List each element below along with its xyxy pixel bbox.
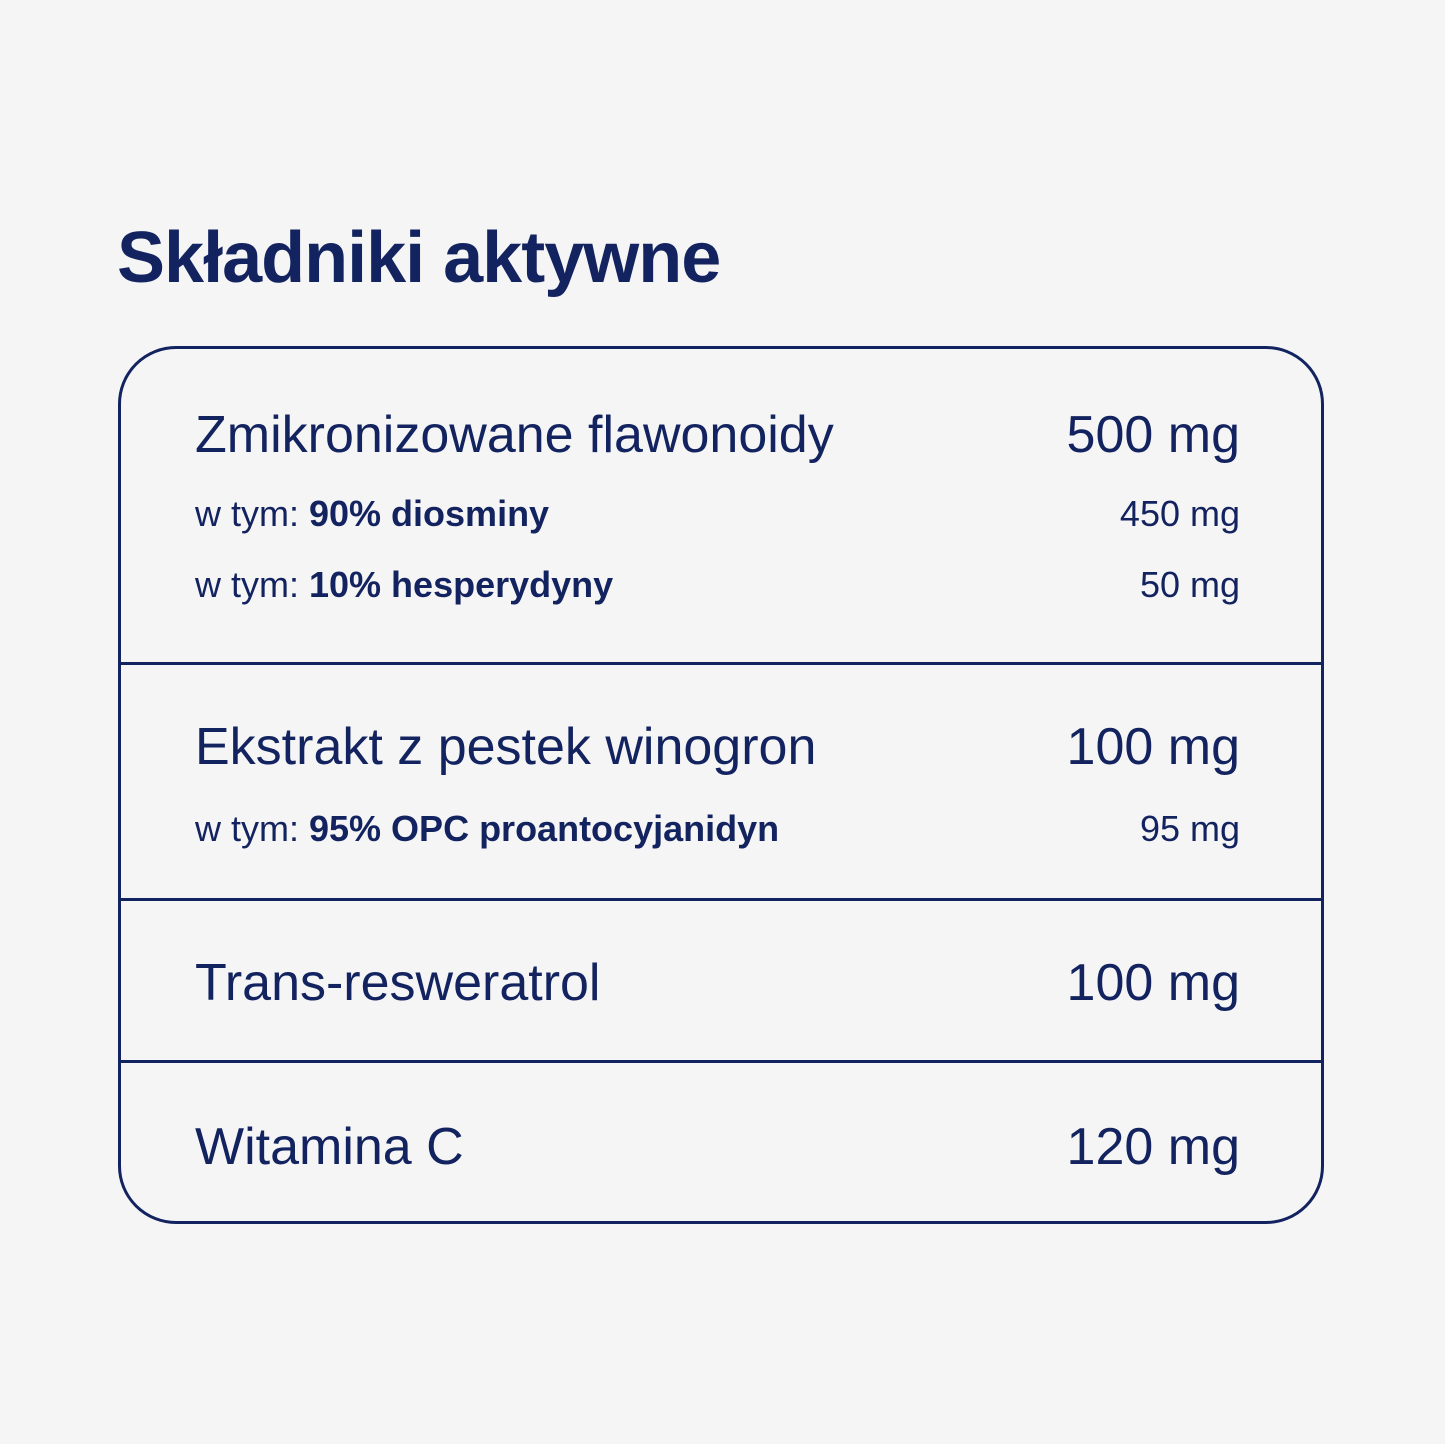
ingredient-name: Zmikronizowane flawonoidy bbox=[195, 406, 834, 464]
sub-ingredient-amount: 450 mg bbox=[1119, 493, 1240, 534]
sub-ingredient-name: 10% hesperydyny bbox=[309, 564, 614, 605]
ingredient-section-vitamin-c bbox=[121, 1060, 1321, 1224]
ingredient-section-resveratrol bbox=[121, 898, 1321, 1060]
ingredients-table bbox=[118, 346, 1324, 1224]
ingredient-name: Ekstrakt z pestek winogron bbox=[195, 718, 817, 776]
ingredient-name: Trans-resweratrol bbox=[195, 954, 601, 1012]
page-title: Składniki aktywne bbox=[117, 218, 721, 298]
ingredient-section-grape-seed bbox=[121, 662, 1321, 898]
ingredient-name: Witamina C bbox=[195, 1118, 464, 1176]
sub-ingredient-label bbox=[195, 493, 550, 534]
ingredient-row bbox=[195, 954, 1240, 1012]
sub-ingredient-prefix: w tym: bbox=[195, 564, 309, 605]
sub-ingredient-prefix: w tym: bbox=[195, 493, 309, 534]
sub-ingredient-name: 90% diosminy bbox=[309, 493, 550, 534]
sub-ingredient-label bbox=[195, 564, 614, 605]
sub-ingredient-label bbox=[195, 808, 780, 849]
sub-ingredient-name: 95% OPC proantocyjanidyn bbox=[309, 808, 780, 849]
sub-ingredient-prefix: w tym: bbox=[195, 808, 309, 849]
ingredient-amount: 100 mg bbox=[1066, 718, 1240, 776]
ingredient-amount: 100 mg bbox=[1066, 954, 1240, 1012]
ingredient-amount: 120 mg bbox=[1066, 1118, 1240, 1176]
ingredient-amount: 500 mg bbox=[1066, 406, 1240, 464]
ingredient-row bbox=[195, 1118, 1240, 1176]
sub-ingredient-amount: 95 mg bbox=[1139, 808, 1240, 849]
sub-ingredient-amount: 50 mg bbox=[1139, 564, 1240, 605]
ingredient-row bbox=[195, 718, 1240, 776]
sub-ingredient-row bbox=[195, 564, 1240, 605]
ingredient-section-flavonoids bbox=[121, 349, 1321, 662]
sub-ingredient-row bbox=[195, 493, 1240, 534]
sub-ingredient-row bbox=[195, 808, 1240, 849]
ingredient-row bbox=[195, 406, 1240, 464]
